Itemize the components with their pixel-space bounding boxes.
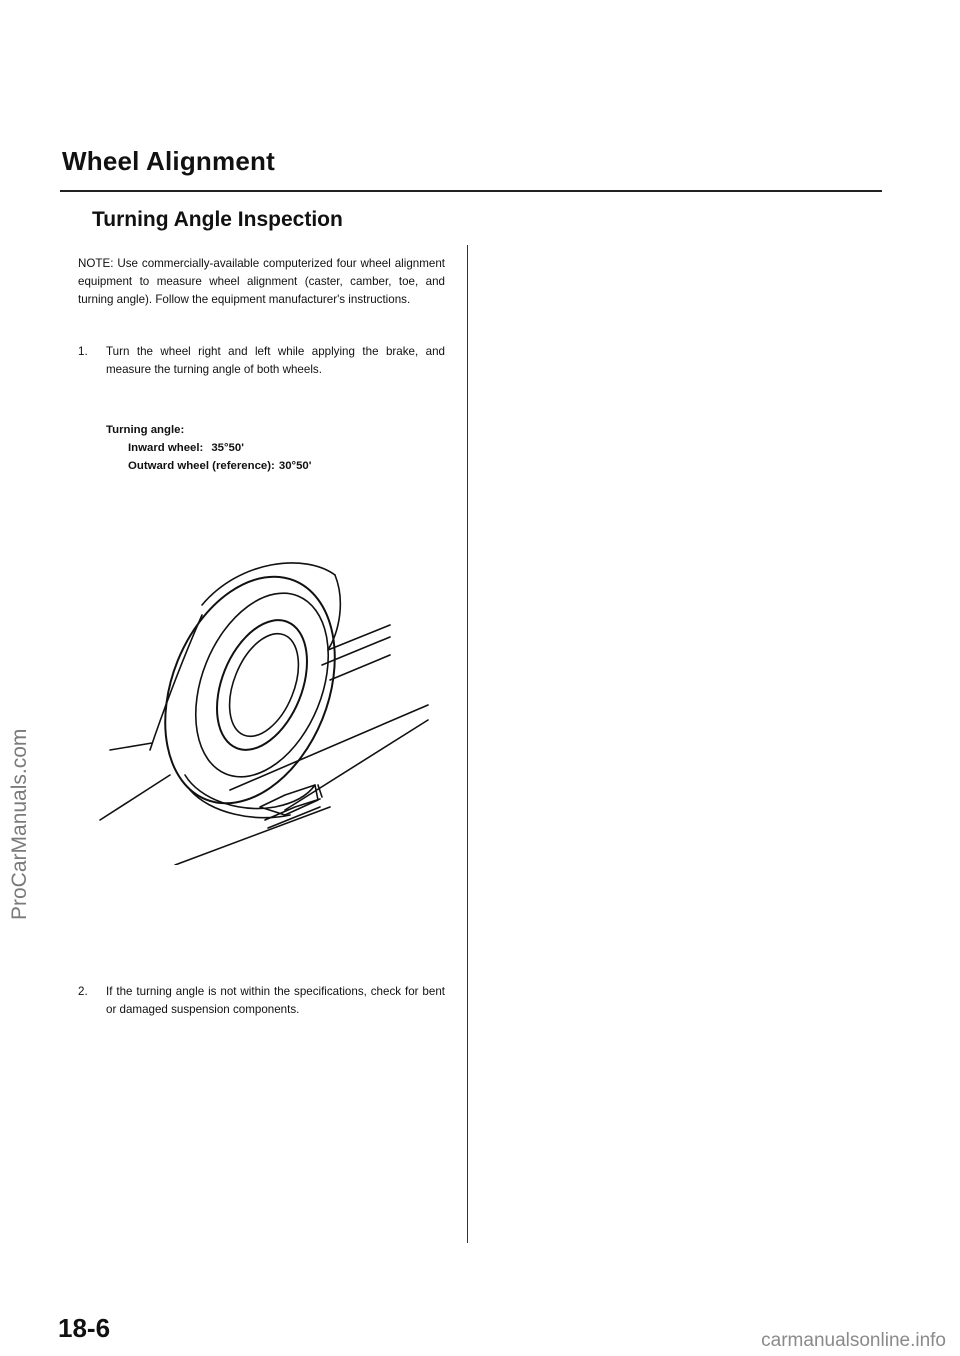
note-paragraph: NOTE: Use commercially-available computerized four wheel alignment equipment to measure wheel alignment (caster, camber, toe, and turning angle). Follow the equipment manufacturer's instructions. xyxy=(78,257,445,306)
turning-angle-spec xyxy=(106,421,311,475)
page-number: 18-6 xyxy=(58,1313,111,1343)
spec-heading: Turning angle: xyxy=(106,424,185,436)
title-divider xyxy=(60,190,882,192)
step-number: 1. xyxy=(78,345,88,358)
side-watermark: ProCarManuals.com xyxy=(8,728,31,920)
section-title: Turning Angle Inspection xyxy=(92,208,343,231)
outward-wheel-value: 30°50' xyxy=(278,460,312,472)
outward-wheel-label: Outward wheel (reference): xyxy=(128,460,275,472)
wheel-turning-illustration xyxy=(90,545,440,865)
column-divider xyxy=(467,245,468,1243)
outward-wheel-row xyxy=(128,457,311,475)
footer-watermark: carmanualsonline.info xyxy=(761,1330,946,1351)
step-text: If the turning angle is not within the specifications, check for bent or damaged suspension components. xyxy=(106,985,445,1016)
step-number: 2. xyxy=(78,985,88,998)
step-text: Turn the wheel right and left while applying the brake, and measure the turning angle of both wheels. xyxy=(106,345,445,376)
step-1 xyxy=(78,343,445,379)
inward-wheel-value: 35°50' xyxy=(211,442,244,454)
inward-wheel-row xyxy=(128,439,311,457)
page-title: Wheel Alignment xyxy=(62,146,275,176)
step-2 xyxy=(78,983,445,1019)
inward-wheel-label: Inward wheel: xyxy=(128,442,204,454)
